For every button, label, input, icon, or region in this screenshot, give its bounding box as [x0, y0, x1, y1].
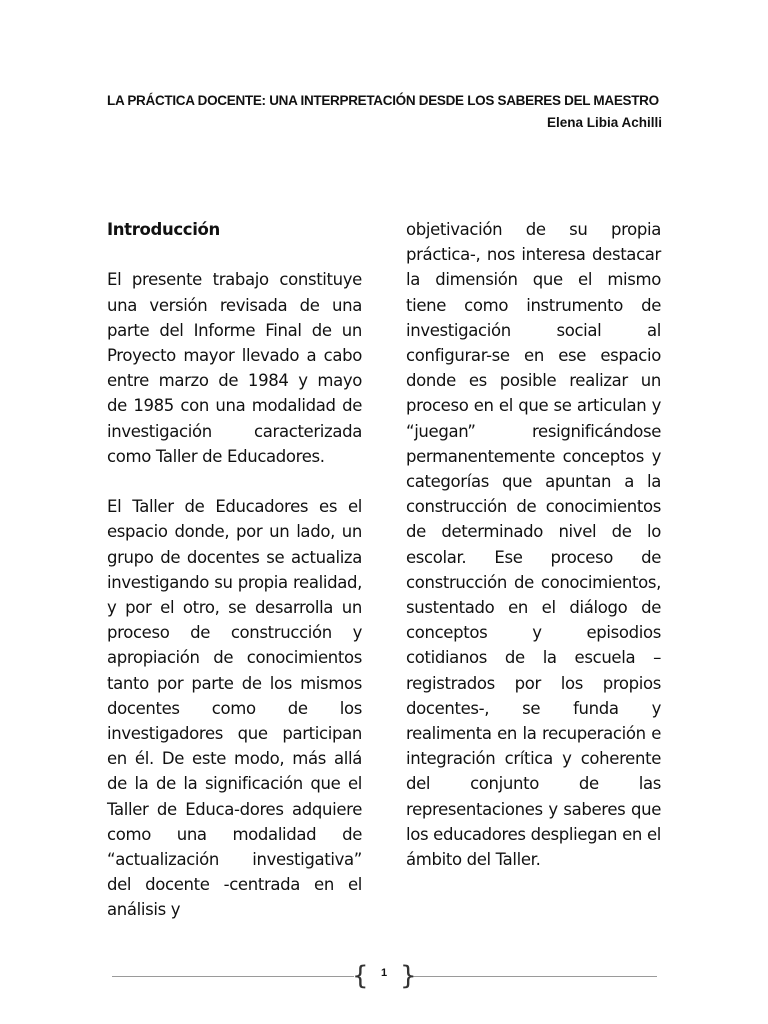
footer-rule-right — [412, 976, 657, 977]
paragraph: El presente trabajo constituye una versión revisada de una parte del Informe Final de un Proyecto mayor llevado a cabo entre marzo de 1984 y mayo de 1985 con una modalidad de investigación caracterizada como Taller de Educadores. — [107, 270, 362, 466]
author-name: Elena Libia Achilli — [546, 115, 662, 130]
paragraph: El Taller de Educadores es el espacio donde, por un lado, un grupo de docentes se actualiza investigando su propia realidad, y por el otro, se desarrolla un proceso de construcción y apropiación de conocimientos tanto por parte de los mismos docentes como de los investigadores que participan en él. De este modo, más allá de la de la significación que el Taller de Educa-dores adquiere como una modalidad de “actualización investigativa” del docente -centrada en el análisis y — [107, 497, 362, 920]
document-title: LA PRÁCTICA DOCENTE: UNA INTERPRETACIÓN DESDE LOS SABERES DEL MAESTRO — [107, 93, 659, 108]
open-brace-ornament: { — [352, 961, 369, 991]
left-column — [107, 217, 362, 923]
right-column — [406, 217, 661, 872]
document-header — [107, 92, 662, 130]
page-number: 1 — [380, 967, 388, 979]
footer-rule-left — [112, 976, 354, 977]
section-heading: Introducción — [107, 220, 220, 239]
paragraph: objetivación de su propia práctica-, nos interesa destacar la dimensión que el mismo tiene como instrumento de investigación social al configurar-se en ese espacio donde es posible realizar un proceso en el que se articulan y “juegan” resignificándose permanentemente conceptos y categorías que apuntan a la construcción de conocimientos de determinado nivel de lo escolar. Ese proceso de construcción de conocimientos, sustentado en el diálogo de conceptos y episodios cotidianos de la escuela –registrados por los propios docentes-, se funda y realimenta en la recuperación e integración crítica y coherente del conjunto de las representaciones y saberes que los educadores despliegan en el ámbito del Taller. — [406, 220, 661, 870]
close-brace-ornament: } — [400, 961, 417, 991]
